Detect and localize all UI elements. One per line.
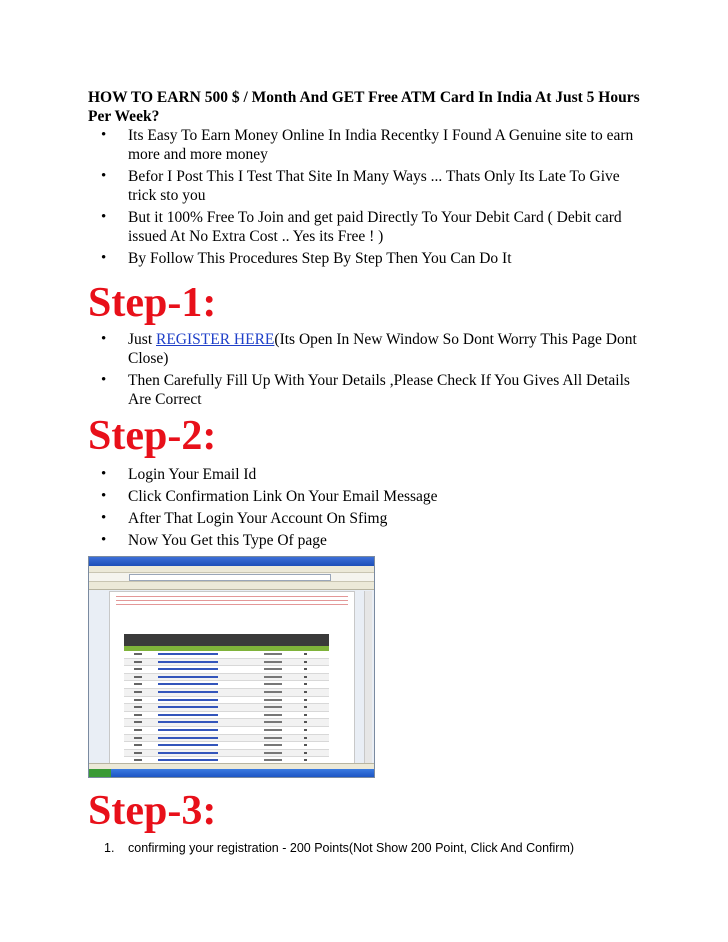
screenshot-table-row (124, 666, 329, 674)
screenshot-table-row (124, 750, 329, 758)
screenshot-table-row (124, 681, 329, 689)
list-item: • Just REGISTER HERE(Its Open In New Window So Dont Worry This Page Dont Close) (101, 331, 637, 367)
list-item: • Its Easy To Earn Money Online In India Recentky I Found A Genuine site to earn more and more money (101, 127, 634, 163)
screenshot-table-row (124, 704, 329, 712)
bullet-icon: • (101, 532, 107, 548)
step-1-list (88, 330, 648, 412)
step-2-list (88, 465, 648, 553)
bullet-icon: • (101, 372, 107, 388)
screenshot-table-row (124, 659, 329, 667)
list-item: • Now You Get this Type Of page (101, 532, 327, 549)
step-1-heading: Step-1: (88, 280, 217, 326)
list-item: • Then Carefully Fill Up With Your Details ,Please Check If You Gives All Details Are Correct (101, 372, 630, 408)
screenshot-scrollbar (364, 591, 372, 767)
document-title: HOW TO EARN 500 $ / Month And GET Free ATM Card In India At Just 5 Hours Per Week? (88, 89, 640, 125)
step-3-list (88, 840, 648, 856)
intro-bullet-list (88, 126, 648, 271)
screenshot-table-row (124, 689, 329, 697)
screenshot-tab-bar (89, 582, 374, 590)
screenshot-address-bar (89, 573, 374, 582)
bullet-icon: • (101, 510, 107, 526)
bullet-icon: • (101, 488, 107, 504)
bullet-icon: • (101, 250, 107, 266)
screenshot-window-titlebar (89, 557, 374, 566)
screenshot-table-row (124, 742, 329, 750)
bullet-icon: • (101, 168, 107, 184)
step-3-heading: Step-3: (88, 788, 217, 834)
screenshot-taskbar (89, 769, 374, 777)
screenshot-table-row (124, 674, 329, 682)
list-item: • Befor I Post This I Test That Site In Many Ways ... Thats Only Its Late To Give trick sto you (101, 168, 620, 204)
list-item: • By Follow This Procedures Step By Step Then You Can Do It (101, 250, 512, 267)
screenshot-table-row (124, 727, 329, 735)
step-2-heading: Step-2: (88, 413, 217, 459)
screenshot-notice-text (116, 596, 348, 608)
list-item: • Login Your Email Id (101, 466, 257, 483)
bullet-icon: • (101, 209, 107, 225)
embedded-screenshot-image (88, 556, 375, 778)
screenshot-table-row (124, 719, 329, 727)
list-item: 1. confirming your registration - 200 Points(Not Show 200 Point, Click And Confirm) (104, 841, 575, 855)
list-item: • But it 100% Free To Join and get paid Directly To Your Debit Card ( Debit card issued At No Extra Cost .. Yes its Free ! ) (101, 209, 622, 245)
screenshot-table-row (124, 651, 329, 659)
bullet-icon: • (101, 331, 107, 347)
screenshot-points-table (124, 634, 329, 778)
screenshot-table-row (124, 697, 329, 705)
screenshot-table-row (124, 712, 329, 720)
list-item: • After That Login Your Account On Sfimg (101, 510, 388, 527)
screenshot-table-header (124, 634, 329, 646)
list-item: • Click Confirmation Link On Your Email Message (101, 488, 438, 505)
start-button-icon (89, 769, 111, 777)
screenshot-page-content (109, 591, 355, 769)
screenshot-table-row (124, 735, 329, 743)
register-here-link[interactable]: REGISTER HERE (156, 331, 275, 348)
screenshot-menubar (89, 566, 374, 573)
bullet-icon: • (101, 466, 107, 482)
bullet-icon: • (101, 127, 107, 143)
